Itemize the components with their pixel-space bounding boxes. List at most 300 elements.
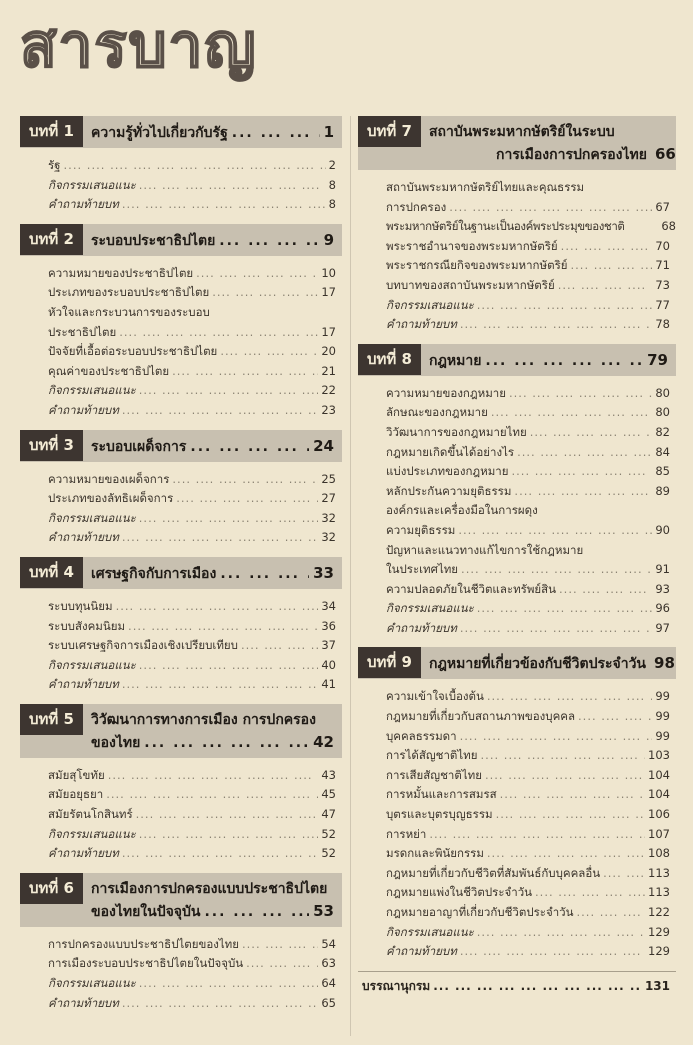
- chapter-title-line: [91, 900, 334, 923]
- chapter-section: [20, 557, 342, 695]
- toc-entry[interactable]: [20, 597, 342, 617]
- dot-leader: [491, 403, 652, 423]
- dot-leader: [458, 521, 652, 541]
- toc-entry-text: กิจกรรมเสนอแนะ: [386, 297, 474, 312]
- toc-entry-text: บุตรและบุตรบุญธรรม: [386, 807, 493, 822]
- chapter-number-badge: บทที่ 6: [20, 873, 83, 904]
- toc-entry-page: 43: [321, 767, 336, 782]
- toc-entry-page: 32: [321, 530, 336, 545]
- chapter-title-text: วิวัฒนาการทางการเมือง การปกครอง: [91, 711, 316, 728]
- toc-entry[interactable]: [358, 687, 676, 707]
- chapter-page-number: 42: [313, 732, 334, 751]
- toc-entry[interactable]: [20, 954, 342, 974]
- chapter-title-text: กฎหมายที่เกี่ยวข้องกับชีวิตประจำวัน: [429, 656, 647, 673]
- chapter-title-text: สถาบันพระมหากษัตริย์ในระบบ: [429, 124, 615, 140]
- toc-entry[interactable]: [358, 707, 676, 727]
- dot-leader: [241, 636, 318, 656]
- toc-entry[interactable]: [358, 923, 676, 943]
- toc-entry-text: คำถามท้ายบท: [386, 944, 457, 959]
- chapter-section: [20, 116, 342, 215]
- chapter-header[interactable]: [358, 647, 676, 679]
- chapter-title-line: [429, 121, 668, 143]
- dot-leader: [242, 935, 318, 955]
- dot-leader: [485, 766, 645, 786]
- toc-entry[interactable]: [20, 994, 342, 1014]
- dot-leader: [144, 732, 309, 754]
- dot-leader: [509, 384, 652, 404]
- dot-leader: [535, 883, 645, 903]
- dot-leader: [460, 727, 653, 747]
- toc-entry-text: กิจกรรมเสนอแนะ: [48, 976, 136, 991]
- chapter-title-line: [429, 652, 675, 675]
- toc-entry-text: ประชาธิปไตย: [48, 324, 117, 339]
- toc-entry-page: 93: [655, 581, 670, 596]
- dot-leader: [106, 785, 318, 805]
- dot-leader: [232, 122, 320, 144]
- chapter-page-number: 79: [647, 350, 668, 369]
- chapter-title-line: [429, 349, 668, 372]
- toc-entry-page: 91: [655, 562, 670, 577]
- toc-entry[interactable]: [358, 237, 676, 257]
- toc-entry[interactable]: [358, 746, 676, 766]
- dot-leader: [246, 954, 318, 974]
- chapter-title-text: ความรู้ทั่วไปเกี่ยวกับรัฐ: [91, 125, 228, 141]
- toc-entry-text: คำถามท้ายบท: [48, 197, 119, 212]
- toc-entry-page: 68: [661, 219, 676, 234]
- toc-entry-page: 54: [321, 936, 336, 951]
- toc-entry-text: สถาบันพระมหากษัตริย์ไทยและคุณธรรม: [386, 180, 585, 194]
- dot-leader: [139, 381, 319, 401]
- toc-entry-page: 41: [321, 677, 336, 692]
- toc-entry-text: กฎหมายอาญาที่เกี่ยวกับชีวิตประจำวัน: [386, 905, 574, 919]
- toc-entry-text: หลักประกันความยุติธรรม: [386, 483, 512, 498]
- dot-leader: [487, 687, 652, 707]
- bibliography-page: 131: [644, 978, 670, 993]
- toc-entry-text: การเมืองระบอบประชาธิปไตยในปัจจุบัน: [48, 956, 244, 971]
- toc-entry-text: คำถามท้ายบท: [48, 677, 119, 692]
- toc-entry[interactable]: [358, 443, 676, 463]
- toc-entry-text: คำถามท้ายบท: [48, 846, 119, 861]
- dot-leader: [500, 785, 645, 805]
- chapter-page-number: 24: [313, 436, 334, 455]
- dot-leader: [461, 560, 652, 580]
- dot-leader: [139, 509, 319, 529]
- chapter-title-line: [91, 121, 334, 144]
- toc-entry[interactable]: [20, 935, 342, 955]
- toc-entry-page: 106: [648, 807, 670, 822]
- toc-entry-text: ความหมายของกฎหมาย: [386, 385, 506, 400]
- toc-entry-text: วิวัฒนาการของกฎหมายไทย: [386, 424, 527, 439]
- toc-entry-page: 70: [655, 238, 670, 253]
- toc-entry[interactable]: [20, 656, 342, 676]
- dot-leader: [570, 256, 652, 276]
- toc-entry[interactable]: [358, 825, 676, 845]
- toc-entry-page: 65: [321, 995, 336, 1010]
- toc-entry[interactable]: [358, 580, 676, 600]
- chapter-header[interactable]: [20, 557, 342, 589]
- toc-entry-text: พระมหากษัตริย์ในฐานะเป็นองค์พระประมุขของชาติ: [386, 219, 625, 234]
- toc-entry-page: 40: [321, 657, 336, 672]
- toc-entry[interactable]: [358, 403, 676, 423]
- chapter-title-text: ของไทยในปัจจุบัน: [91, 903, 201, 920]
- dot-leader: [429, 825, 645, 845]
- chapter-title-line: [91, 435, 334, 458]
- chapter-section: [20, 430, 342, 548]
- dot-leader: [512, 462, 653, 482]
- toc-entry[interactable]: [358, 501, 676, 521]
- toc-entry-text: กิจกรรมเสนอแนะ: [48, 177, 136, 192]
- chapter-title-text: การเมืองการปกครองไทย: [496, 147, 647, 163]
- toc-entry[interactable]: [358, 864, 676, 884]
- toc-entry-text: ระบบสังคมนิยม: [48, 618, 126, 633]
- chapter-page-number: 53: [313, 901, 334, 920]
- toc-entry-text: หัวใจและกระบวนการของระบอบ: [48, 304, 210, 319]
- dot-leader: [122, 195, 326, 215]
- toc-entry-page: 78: [655, 317, 670, 332]
- chapter-header[interactable]: [20, 116, 342, 148]
- chapter-section: [358, 344, 676, 639]
- dot-leader: [220, 342, 318, 362]
- toc-entry-page: 85: [655, 464, 670, 479]
- dot-leader: [116, 597, 319, 617]
- chapter-title-line: [429, 143, 676, 166]
- chapter-page-number: 98: [654, 654, 675, 673]
- toc-entry[interactable]: [358, 423, 676, 443]
- toc-entry[interactable]: [358, 599, 676, 619]
- toc-entry-text: รัฐ: [48, 158, 61, 172]
- toc-entry-text: คำถามท้ายบท: [386, 317, 457, 332]
- toc-entry[interactable]: [358, 296, 676, 316]
- toc-entry[interactable]: [358, 766, 676, 786]
- chapter-page-number: 33: [313, 563, 334, 582]
- dot-leader: [128, 617, 318, 637]
- toc-entry-text: ประเภทของลัทธิเผด็จการ: [48, 491, 174, 506]
- toc-entry[interactable]: [20, 636, 342, 656]
- toc-entry-page: 20: [321, 344, 336, 359]
- dot-leader: [119, 323, 318, 343]
- chapter-page-number: 1: [323, 123, 334, 141]
- toc-entry-text: แบ่งประเภทของกฎหมาย: [386, 464, 509, 479]
- dot-leader: [577, 903, 646, 923]
- toc-entry-page: 99: [655, 709, 670, 724]
- chapter-page-number: 9: [323, 230, 334, 249]
- chapter-header[interactable]: [20, 430, 342, 462]
- toc-entry-text: กิจกรรมเสนอแนะ: [48, 826, 136, 841]
- toc-entry-page: 2: [328, 158, 336, 172]
- chapter-section: [358, 116, 676, 335]
- toc-entry[interactable]: [358, 178, 676, 198]
- toc-entry[interactable]: [358, 315, 676, 335]
- toc-entry-text: กฎหมายแพ่งในชีวิตประจำวัน: [386, 885, 533, 900]
- toc-entry[interactable]: [20, 362, 342, 382]
- dot-leader: [460, 315, 653, 335]
- dot-leader: [172, 362, 318, 382]
- chapter-number-badge: บทที่ 4: [20, 557, 83, 588]
- chapter-header[interactable]: [358, 344, 676, 376]
- toc-entry-text: ความยุติธรรม: [386, 522, 456, 537]
- toc-entry-page: 89: [655, 483, 670, 498]
- toc-entry[interactable]: [358, 805, 676, 825]
- toc-entry-text: กฎหมายเกิดขึ้นได้อย่างไร: [386, 444, 515, 459]
- toc-entry-page: 64: [321, 976, 336, 991]
- column-divider: [350, 116, 351, 1036]
- toc-entry[interactable]: [20, 974, 342, 994]
- dot-leader: [517, 443, 652, 463]
- dot-leader: [139, 974, 319, 994]
- toc-entry[interactable]: [20, 528, 342, 548]
- chapter-number-badge: บทที่ 7: [358, 116, 421, 147]
- toc-entry-text: คำถามท้ายบท: [48, 402, 119, 417]
- toc-entry-text: กฎหมายที่เกี่ยวกับชีวิตที่สัมพันธ์กับบุคคลอื่น: [386, 865, 601, 880]
- toc-entry-text: การหมั้นและการสมรส: [386, 787, 497, 802]
- toc-entry[interactable]: [20, 303, 342, 323]
- toc-entry[interactable]: [20, 825, 342, 845]
- toc-entry-page: 82: [655, 424, 670, 439]
- toc-entry-page: 23: [321, 402, 336, 417]
- toc-entry-continuation[interactable]: [20, 323, 342, 343]
- chapter-title-text: ระบอบเผด็จการ: [91, 438, 187, 455]
- toc-entry-continuation[interactable]: [358, 198, 676, 218]
- toc-entry-page: 45: [321, 787, 336, 802]
- toc-entry-text: คำถามท้ายบท: [48, 995, 119, 1010]
- toc-entry-page: 52: [321, 846, 336, 861]
- dot-leader: [122, 401, 319, 421]
- dot-leader: [172, 470, 318, 490]
- toc-entry-page: 8: [328, 177, 336, 192]
- chapter-header[interactable]: [20, 873, 342, 927]
- bibliography-entry[interactable]: [358, 971, 676, 996]
- toc-right-column: [358, 116, 676, 996]
- dot-leader: [433, 976, 642, 996]
- chapter-title-line: [91, 709, 334, 731]
- chapter-title-text: ระบอบประชาธิปไตย: [91, 232, 216, 249]
- toc-entry-page: 99: [655, 728, 670, 743]
- chapter-number-badge: บทที่ 9: [358, 647, 421, 678]
- toc-entry-page: 63: [321, 956, 336, 971]
- dot-leader: [514, 482, 652, 502]
- chapter-number-badge: บทที่ 2: [20, 224, 83, 255]
- toc-entry-page: 113: [648, 885, 670, 900]
- toc-entry-text: การปกครอง: [386, 199, 447, 214]
- toc-entry[interactable]: [20, 617, 342, 637]
- chapter-section: [20, 704, 342, 864]
- dot-leader: [481, 746, 646, 766]
- toc-entry[interactable]: [358, 844, 676, 864]
- chapter-number-badge: บทที่ 5: [20, 704, 83, 735]
- chapter-title-text: กฎหมาย: [429, 352, 482, 369]
- toc-entry-page: 52: [321, 826, 336, 841]
- dot-leader: [136, 805, 319, 825]
- toc-entry[interactable]: [20, 844, 342, 864]
- toc-entry-text: องค์กรและเครื่องมือในการผดุง: [386, 503, 538, 518]
- toc-entry-page: 37: [321, 638, 336, 653]
- chapter-title-line: [91, 229, 334, 252]
- chapter-header[interactable]: [358, 116, 676, 170]
- toc-entry-text: พระราชอำนาจของพระมหากษัตริย์: [386, 238, 558, 253]
- toc-entry-text: กิจกรรมเสนอแนะ: [48, 383, 136, 398]
- dot-leader: [108, 766, 319, 786]
- toc-entry[interactable]: [20, 381, 342, 401]
- chapter-header[interactable]: [20, 704, 342, 758]
- dot-leader: [559, 580, 652, 600]
- toc-entry-page: 73: [655, 277, 670, 292]
- toc-entry[interactable]: [358, 384, 676, 404]
- chapter-title-line: [91, 731, 334, 754]
- toc-entry[interactable]: [358, 217, 676, 237]
- toc-entry-page: 71: [655, 258, 670, 273]
- toc-entry-text: ความเข้าใจเบื้องต้น: [386, 689, 484, 704]
- toc-entry[interactable]: [358, 276, 676, 296]
- toc-entry[interactable]: [20, 470, 342, 490]
- toc-entry[interactable]: [20, 805, 342, 825]
- toc-entry-page: 108: [648, 846, 670, 861]
- dot-leader: [122, 675, 319, 695]
- chapter-title-text: การเมืองการปกครองแบบประชาธิปไตย: [91, 880, 328, 897]
- toc-entry-text: ลักษณะของกฎหมาย: [386, 405, 488, 420]
- toc-entry-text: สมัยสุโขทัย: [48, 767, 105, 782]
- toc-entry[interactable]: [20, 264, 342, 284]
- toc-entry-text: ระบบทุนนิยม: [48, 598, 113, 613]
- toc-entry[interactable]: [20, 785, 342, 805]
- toc-entry-text: การเสียสัญชาติไทย: [386, 767, 482, 782]
- dot-leader: [190, 436, 309, 458]
- toc-entry[interactable]: [358, 462, 676, 482]
- toc-entry-page: 80: [655, 405, 670, 420]
- toc-entry-text: ปัญหาและแนวทางแก้ไขการใช้กฎหมาย: [386, 542, 584, 557]
- dot-leader: [477, 296, 653, 316]
- toc-entry-page: 77: [655, 297, 670, 312]
- toc-entry[interactable]: [20, 489, 342, 509]
- toc-entry-continuation[interactable]: [358, 521, 676, 541]
- dot-leader: [196, 264, 318, 284]
- toc-entry[interactable]: [20, 176, 342, 196]
- toc-entry-text: ระบบเศรษฐกิจการเมืองเชิงเปรียบเทียบ: [48, 638, 238, 653]
- toc-entry[interactable]: [20, 283, 342, 303]
- toc-entry-text: สมัยรัตนโกสินทร์: [48, 807, 133, 822]
- toc-entry-text: คำถามท้ายบท: [48, 530, 119, 545]
- chapter-page-number: 66: [654, 145, 676, 163]
- toc-entry[interactable]: [20, 401, 342, 421]
- toc-entry[interactable]: [358, 541, 676, 561]
- toc-entry-text: คำถามท้ายบท: [386, 620, 457, 635]
- toc-entry[interactable]: [358, 883, 676, 903]
- chapter-title-text: เศรษฐกิจกับการเมือง: [91, 565, 217, 582]
- toc-entry-text: กฎหมายที่เกี่ยวกับสถานภาพของบุคคล: [386, 709, 576, 724]
- toc-entry-text: สมัยอยุธยา: [48, 787, 104, 802]
- toc-entry-text: กิจกรรมเสนอแนะ: [48, 510, 136, 525]
- dot-leader: [204, 901, 309, 923]
- toc-entry-page: 99: [655, 689, 670, 704]
- dot-leader: [530, 423, 653, 443]
- toc-entry-continuation[interactable]: [358, 560, 676, 580]
- toc-entry-text: กิจกรรมเสนอแนะ: [48, 657, 136, 672]
- dot-leader: [460, 942, 645, 962]
- toc-entry-text: ปัจจัยที่เอื้อต่อระบอบประชาธิปไตย: [48, 344, 218, 359]
- toc-entry-text: ในประเทศไทย: [386, 562, 459, 577]
- toc-entry[interactable]: [20, 509, 342, 529]
- toc-entry-page: 21: [321, 363, 336, 378]
- bibliography-label: บรรณานุกรม: [362, 978, 431, 993]
- toc-entry-text: การได้สัญชาติไทย: [386, 748, 478, 763]
- toc-entry-page: 84: [655, 444, 670, 459]
- chapter-header[interactable]: [20, 224, 342, 256]
- dot-leader: [139, 176, 326, 196]
- chapter-section: [20, 224, 342, 421]
- chapter-section: [358, 647, 676, 961]
- toc-entry-page: 107: [648, 826, 670, 841]
- chapter-number-badge: บทที่ 3: [20, 430, 83, 461]
- toc-entry[interactable]: [20, 675, 342, 695]
- toc-entry-page: 8: [328, 197, 336, 212]
- dot-leader: [64, 156, 326, 176]
- toc-entry-page: 129: [648, 924, 670, 939]
- toc-entry-page: 97: [655, 620, 670, 635]
- dot-leader: [558, 276, 653, 296]
- toc-entry-page: 80: [655, 385, 670, 400]
- toc-entry[interactable]: [358, 727, 676, 747]
- toc-entry-page: 25: [321, 471, 336, 486]
- toc-entry-page: 34: [321, 598, 336, 613]
- dot-leader: [496, 805, 645, 825]
- dot-leader: [122, 994, 319, 1014]
- chapter-title-line: [91, 562, 334, 585]
- toc-entry-page: 90: [655, 522, 670, 537]
- toc-entry-page: 17: [321, 285, 336, 300]
- chapter-title-line: [91, 878, 334, 900]
- toc-entry[interactable]: [358, 256, 676, 276]
- toc-entry-page: 122: [648, 905, 670, 919]
- dot-leader: [139, 825, 319, 845]
- toc-entry[interactable]: [358, 903, 676, 923]
- dot-leader: [220, 563, 309, 585]
- toc-entry-text: ความหมายของประชาธิปไตย: [48, 265, 194, 280]
- toc-entry[interactable]: [358, 785, 676, 805]
- toc-entry[interactable]: [358, 942, 676, 962]
- toc-entry[interactable]: [358, 482, 676, 502]
- toc-entry[interactable]: [20, 195, 342, 215]
- toc-entry-page: 113: [648, 865, 670, 880]
- toc-entry-page: 22: [321, 383, 336, 398]
- toc-entry-text: ความปลอดภัยในชีวิตและทรัพย์สิน: [386, 581, 557, 596]
- toc-entry-text: กิจกรรมเสนอแนะ: [386, 924, 474, 939]
- toc-entry[interactable]: [20, 156, 342, 176]
- toc-entry-text: กิจกรรมเสนอแนะ: [386, 601, 474, 616]
- toc-entry-page: 96: [655, 601, 670, 616]
- toc-entry-text: การปกครองแบบประชาธิปไตยของไทย: [48, 936, 239, 951]
- toc-entry-page: 103: [648, 748, 670, 763]
- toc-entry-text: บทบาทของสถาบันพระมหากษัตริย์: [386, 277, 555, 292]
- toc-entry-text: ประเภทของระบอบประชาธิปไตย: [48, 285, 210, 300]
- chapter-title-text: ของไทย: [91, 734, 141, 751]
- toc-entry-page: 104: [648, 787, 670, 802]
- dot-leader: [449, 198, 652, 218]
- toc-entry[interactable]: [20, 342, 342, 362]
- toc-entry[interactable]: [20, 766, 342, 786]
- toc-entry-page: 36: [321, 618, 336, 633]
- dot-leader: [487, 844, 645, 864]
- toc-entry[interactable]: [358, 619, 676, 639]
- dot-leader: [139, 656, 319, 676]
- dot-leader: [561, 237, 653, 257]
- dot-leader: [485, 350, 643, 372]
- dot-leader: [578, 707, 652, 727]
- dot-leader: [176, 489, 318, 509]
- toc-entry-page: 67: [655, 199, 670, 214]
- dot-leader: [122, 844, 319, 864]
- dot-leader: [477, 923, 645, 943]
- dot-leader: [219, 230, 319, 252]
- toc-entry-text: พระราชกรณียกิจของพระมหากษัตริย์: [386, 258, 568, 273]
